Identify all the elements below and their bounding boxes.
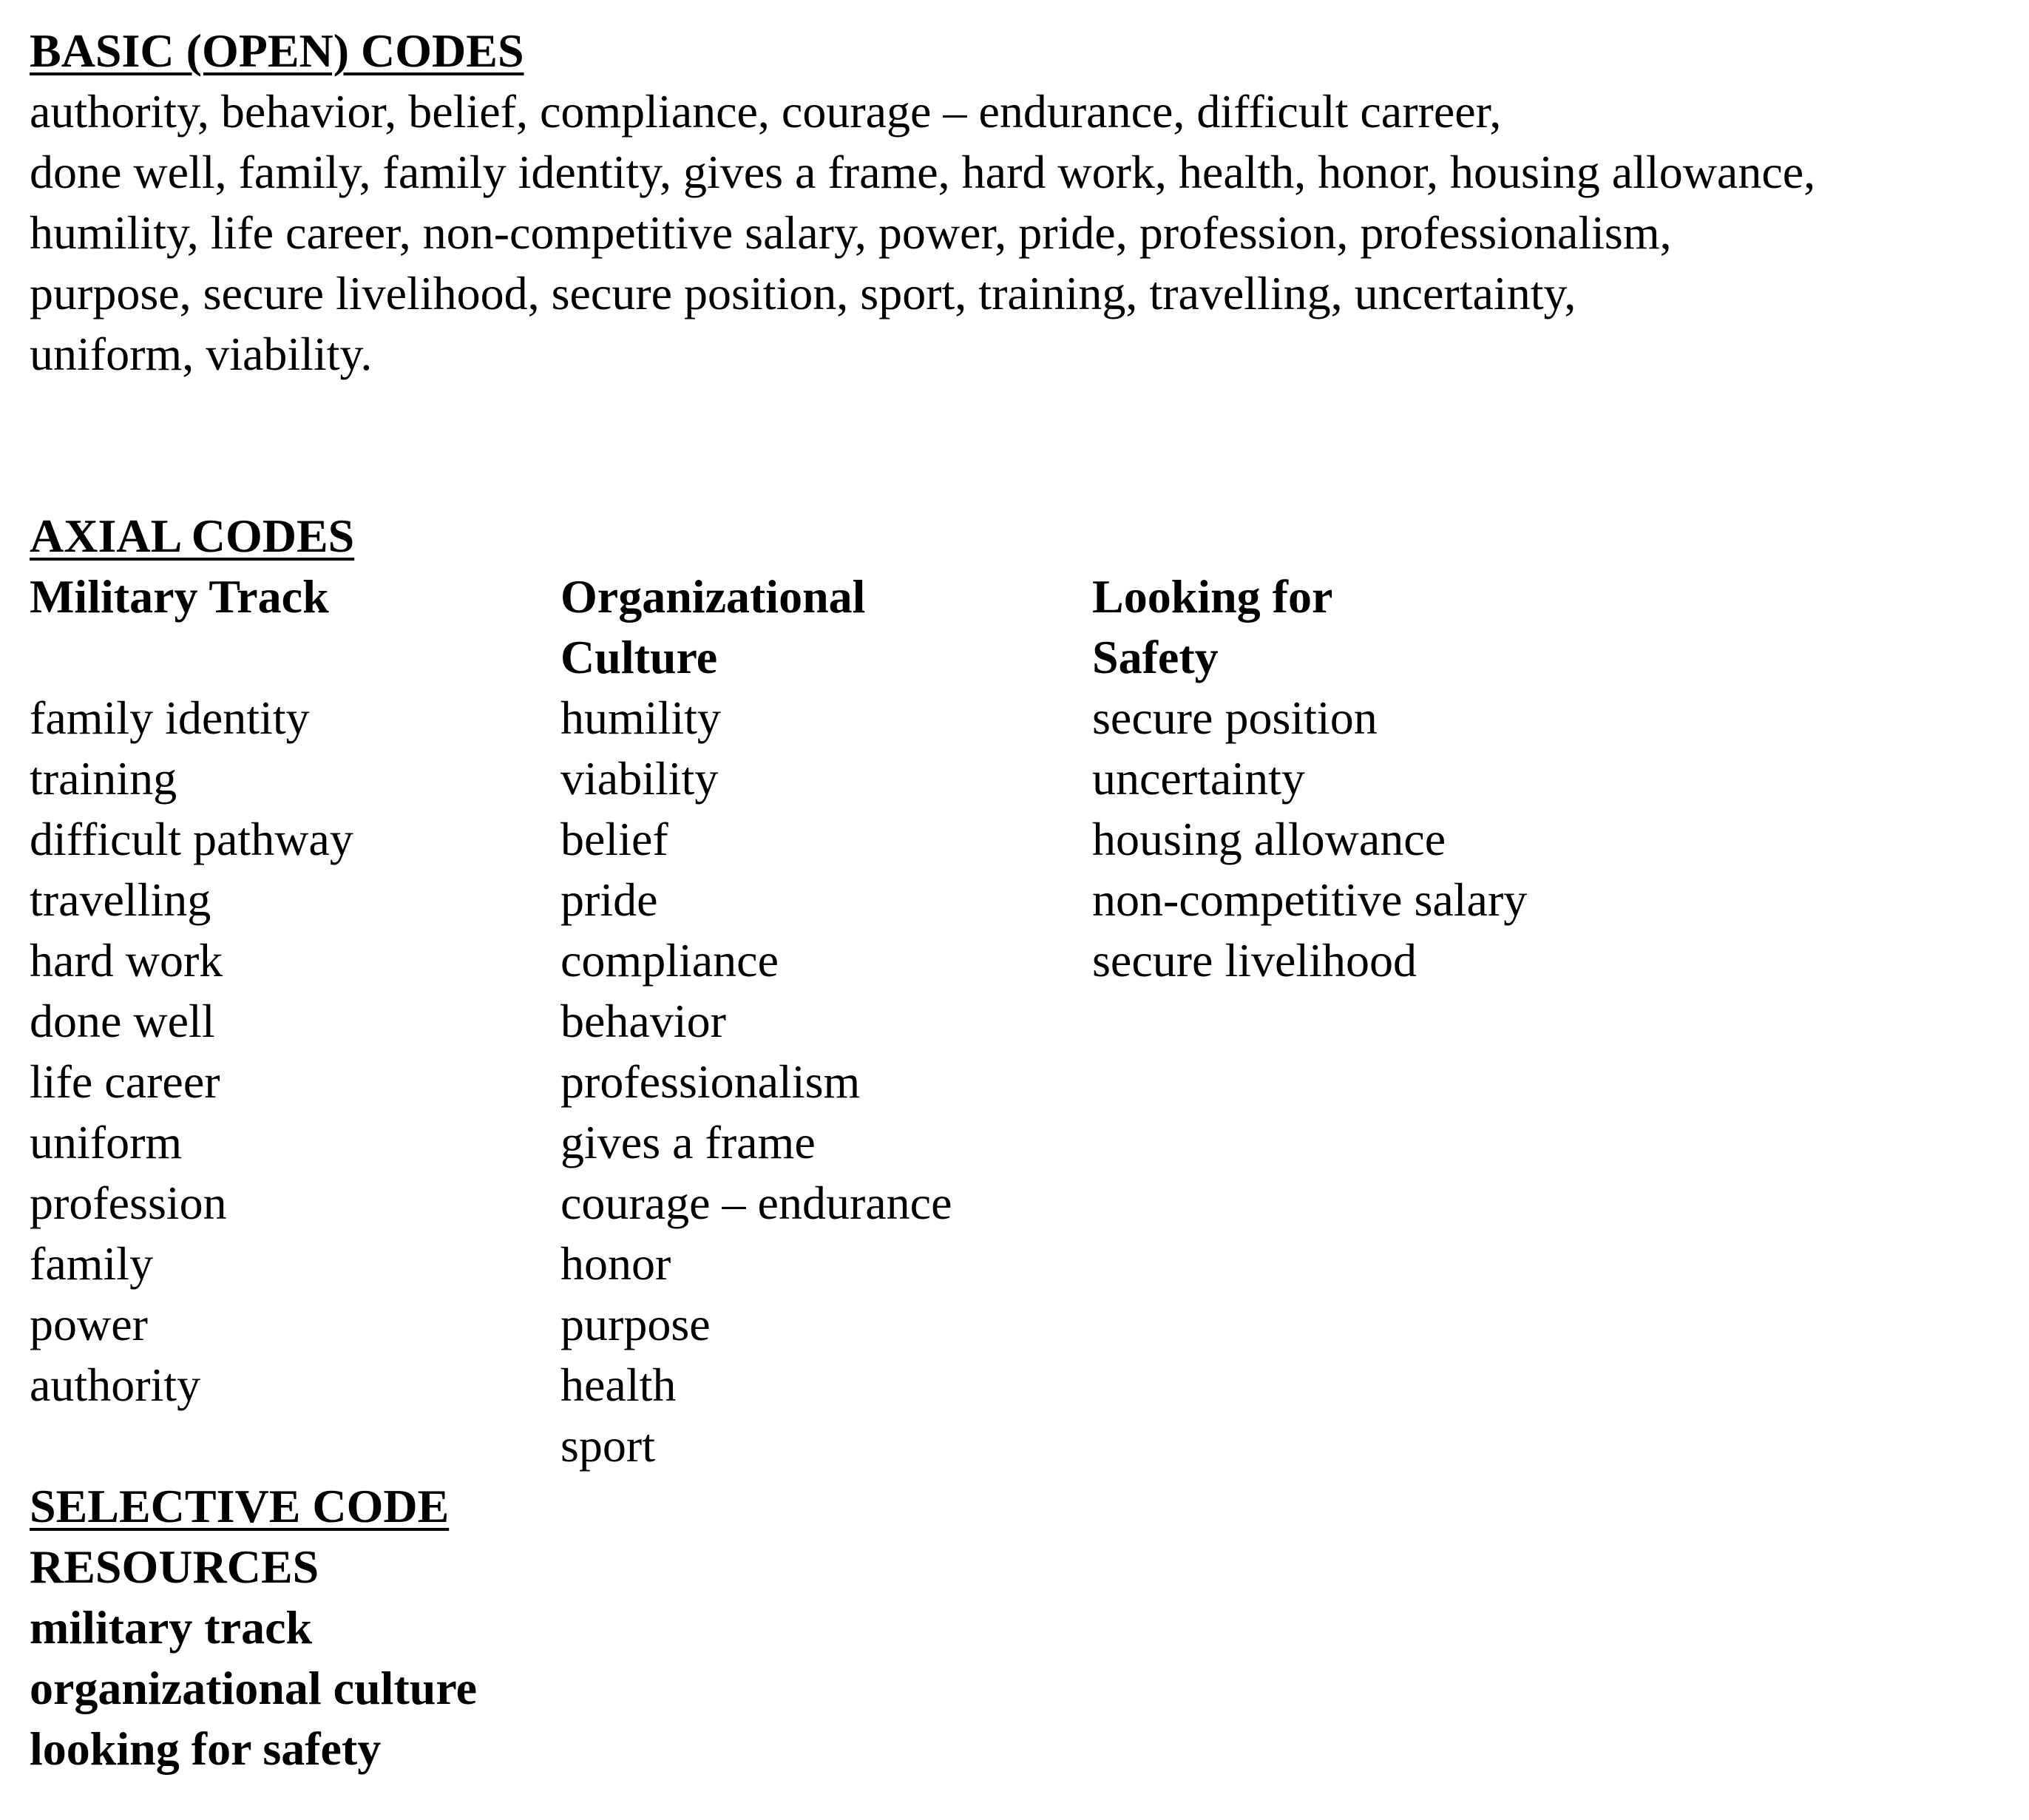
list-item: gives a frame [560,1116,816,1168]
basic-codes-section [30,21,2011,385]
selective-code-title: RESOURCES [30,1540,319,1593]
axial-column-military-track [30,566,547,1415]
list-item: life career [30,1055,220,1108]
list-item: secure position [1092,691,1378,744]
axial-column-looking-for-safety [1092,566,1684,991]
column-title [1092,566,1684,688]
column-title [30,566,547,688]
list-item: viability [560,752,719,805]
list-item: military track [30,1601,313,1654]
spacer [30,385,2011,506]
axial-columns [30,566,2011,1472]
basic-codes-line: done well, family, family identity, gives a frame, hard work, health, honor, housing allowance, [30,146,1816,198]
list-item: compliance [560,934,779,987]
list-item: profession [30,1177,227,1229]
column-title [560,566,1078,688]
list-item: health [560,1359,677,1411]
list-item: uniform [30,1116,183,1168]
list-item: housing allowance [1092,813,1446,865]
column-title-line: Safety [1092,631,1219,683]
list-item: behavior [560,995,726,1047]
column-title-line: Culture [560,631,718,683]
column-title-line: Military Track [30,570,329,623]
list-item: difficult pathway [30,813,353,865]
axial-column-organizational-culture [560,566,1078,1476]
list-item: courage – endurance [560,1177,952,1229]
list-item: belief [560,813,668,865]
basic-codes-line: uniform, viability. [30,328,373,380]
list-item: humility [560,691,721,744]
selective-code-section [30,1476,2011,1779]
list-item: honor [560,1237,671,1290]
axial-codes-section [30,506,2011,1472]
column-title-line: Looking for [1092,570,1333,623]
list-item: looking for safety [30,1722,382,1775]
column-title-line [30,627,547,688]
list-item: family [30,1237,154,1290]
list-item: training [30,752,177,805]
list-item: authority [30,1359,201,1411]
list-item: travelling [30,873,211,926]
list-item: power [30,1298,148,1350]
list-item: pride [560,873,658,926]
basic-codes-line: authority, behavior, belief, compliance, courage – endurance, difficult carreer, [30,85,1502,138]
list-item: non-competitive salary [1092,873,1528,926]
basic-codes-heading: BASIC (OPEN) CODES [30,24,524,77]
basic-codes-line: purpose, secure livelihood, secure position, sport, training, travelling, uncertainty, [30,267,1576,319]
list-item: family identity [30,691,310,744]
list-item: done well [30,995,215,1047]
selective-code-heading: SELECTIVE CODE [30,1480,450,1532]
axial-codes-heading: AXIAL CODES [30,510,355,562]
list-item: hard work [30,934,223,987]
list-item: professionalism [560,1055,861,1108]
document-page [30,21,2011,1779]
list-item: secure livelihood [1092,934,1417,987]
list-item: sport [560,1419,655,1472]
basic-codes-line: humility, life career, non-competitive salary, power, pride, profession, professionalism, [30,206,1672,259]
list-item: purpose [560,1298,711,1350]
column-title-line: Organizational [560,570,866,623]
list-item: organizational culture [30,1662,477,1714]
list-item: uncertainty [1092,752,1305,805]
